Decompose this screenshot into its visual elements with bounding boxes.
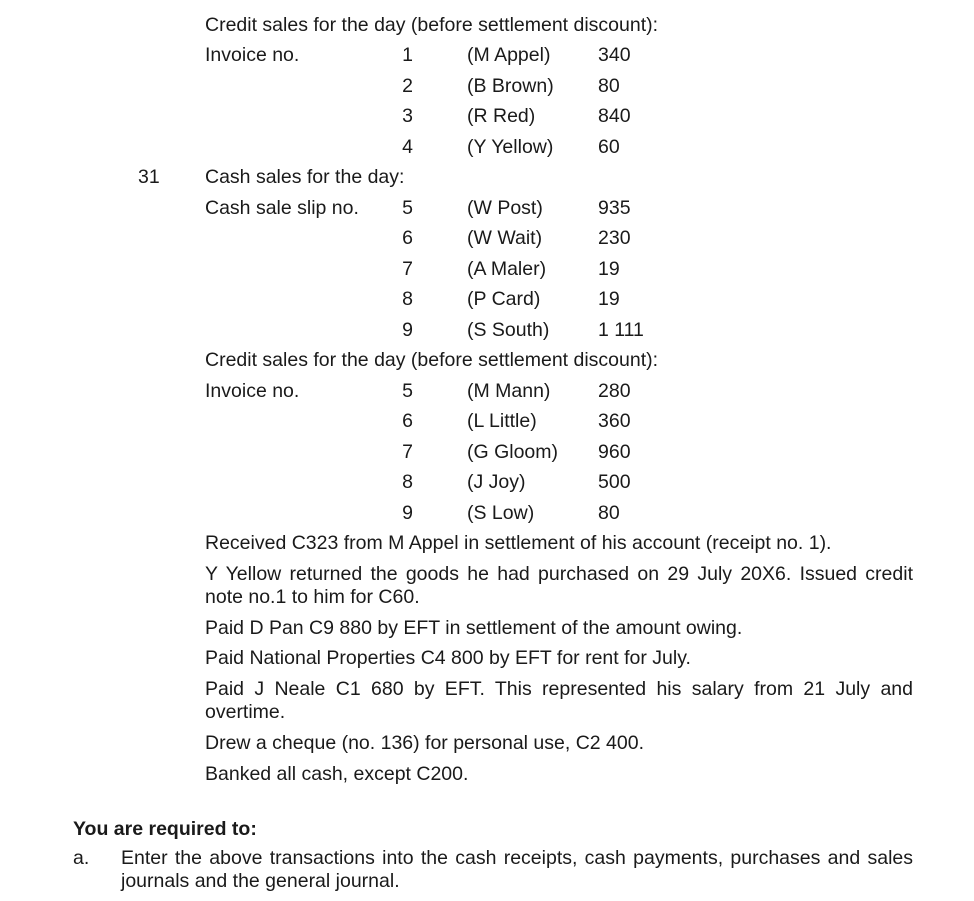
amount: 280 <box>598 380 631 402</box>
ledger-row <box>0 501 974 531</box>
transaction-text: Drew a cheque (no. 136) for personal use, C2 400. <box>205 732 645 754</box>
customer-name: (A Maler) <box>467 258 547 280</box>
ledger-row <box>0 440 974 470</box>
cash-sales-heading: Cash sales for the day: <box>205 166 405 188</box>
ledger-row <box>0 196 974 226</box>
ledger-row <box>0 104 974 134</box>
amount: 19 <box>598 258 620 280</box>
invoice-label: Invoice no. <box>205 44 300 66</box>
ledger-row <box>0 257 974 287</box>
customer-name: (J Joy) <box>467 471 526 493</box>
invoice-label: Invoice no. <box>205 380 300 402</box>
customer-name: (W Post) <box>467 197 543 219</box>
customer-name: (M Mann) <box>467 380 551 402</box>
amount: 19 <box>598 288 620 310</box>
day-number: 31 <box>138 166 160 188</box>
amount: 80 <box>598 502 620 524</box>
invoice-number: 2 <box>402 75 413 97</box>
invoice-number: 9 <box>402 502 413 524</box>
amount: 1 111 <box>598 319 644 341</box>
transaction-text: Y Yellow returned the goods he had purchased on 29 July 20X6. Issued credit note no.1 to him for C60. <box>205 563 913 608</box>
ledger-row <box>0 135 974 165</box>
customer-name: (R Red) <box>467 105 536 127</box>
customer-name: (P Card) <box>467 288 541 310</box>
transaction-text: Paid D Pan C9 880 by EFT in settlement of the amount owing. <box>205 617 743 639</box>
ledger-row <box>0 379 974 409</box>
customer-name: (G Gloom) <box>467 441 559 463</box>
cash-slip-label: Cash sale slip no. <box>205 197 359 219</box>
credit-sales-heading: Credit sales for the day (before settlement discount): <box>205 349 659 371</box>
ledger-row <box>0 74 974 104</box>
amount: 960 <box>598 441 631 463</box>
requirement-letter: a. <box>73 847 90 869</box>
slip-number: 5 <box>402 197 413 219</box>
ledger-row <box>0 470 974 500</box>
credit-sales-heading: Credit sales for the day (before settlement discount): <box>205 14 659 36</box>
amount: 80 <box>598 75 620 97</box>
amount: 340 <box>598 44 631 66</box>
customer-name: (W Wait) <box>467 227 543 249</box>
slip-number: 9 <box>402 319 413 341</box>
requirements-heading: You are required to: <box>73 818 257 840</box>
customer-name: (L Little) <box>467 410 537 432</box>
customer-name: (Y Yellow) <box>467 136 554 158</box>
customer-name: (B Brown) <box>467 75 554 97</box>
credit-sales-heading-row <box>0 13 974 43</box>
slip-number: 6 <box>402 227 413 249</box>
slip-number: 8 <box>402 288 413 310</box>
cash-sales-heading-row <box>0 165 974 195</box>
invoice-number: 1 <box>402 44 413 66</box>
transaction-text: Received C323 from M Appel in settlement of his account (receipt no. 1). <box>205 532 832 554</box>
invoice-number: 4 <box>402 136 413 158</box>
invoice-number: 5 <box>402 380 413 402</box>
customer-name: (M Appel) <box>467 44 551 66</box>
requirement-text: Enter the above transactions into the cash receipts, cash payments, purchases and sales journals and the general journal. <box>121 847 913 892</box>
customer-name: (S South) <box>467 319 550 341</box>
ledger-row <box>0 318 974 348</box>
amount: 840 <box>598 105 631 127</box>
customer-name: (S Low) <box>467 502 535 524</box>
invoice-number: 3 <box>402 105 413 127</box>
ledger-row <box>0 409 974 439</box>
slip-number: 7 <box>402 258 413 280</box>
credit-sales-heading-row <box>0 348 974 378</box>
transaction-text: Paid National Properties C4 800 by EFT for rent for July. <box>205 647 691 669</box>
invoice-number: 8 <box>402 471 413 493</box>
transaction-text: Paid J Neale C1 680 by EFT. This represented his salary from 21 July and overtime. <box>205 678 913 723</box>
invoice-number: 6 <box>402 410 413 432</box>
amount: 500 <box>598 471 631 493</box>
transaction-text: Banked all cash, except C200. <box>205 763 469 785</box>
amount: 360 <box>598 410 631 432</box>
amount: 230 <box>598 227 631 249</box>
amount: 935 <box>598 197 631 219</box>
ledger-row <box>0 43 974 73</box>
invoice-number: 7 <box>402 441 413 463</box>
amount: 60 <box>598 136 620 158</box>
ledger-row <box>0 287 974 317</box>
ledger-row <box>0 226 974 256</box>
